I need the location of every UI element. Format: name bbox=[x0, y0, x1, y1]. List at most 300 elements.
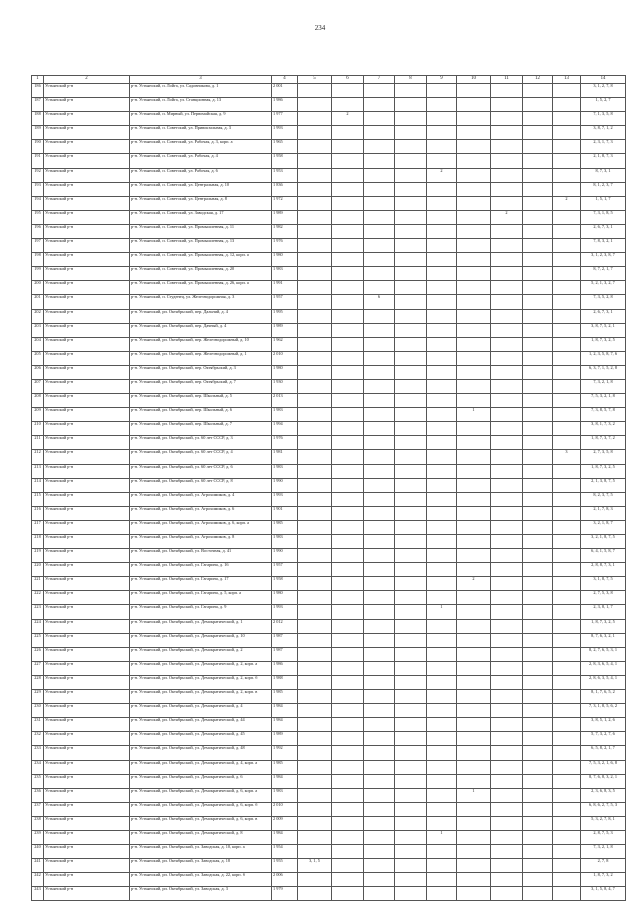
column-11-cell bbox=[491, 408, 523, 422]
work-codes-cell: 8, 7, 2, 1, 7 bbox=[581, 267, 626, 281]
column-9-cell bbox=[427, 210, 457, 224]
column-9-cell bbox=[427, 98, 457, 112]
year-cell: 1 986 bbox=[272, 661, 298, 675]
column-6-cell bbox=[332, 394, 364, 408]
column-9-cell bbox=[427, 577, 457, 591]
work-codes-cell: 3, 1, 2, 3, 8, 7 bbox=[581, 253, 626, 267]
address-cell: р-н. Устьянский, п. Лойга, ул. Садовникова, д. 1 bbox=[130, 84, 272, 98]
column-13-cell: 3 bbox=[553, 450, 581, 464]
column-13-cell: 2 bbox=[553, 196, 581, 210]
column-header: 8 bbox=[395, 76, 427, 84]
work-codes-cell: 3, 8, 7, 5, 2, 1 bbox=[581, 323, 626, 337]
column-5-cell bbox=[298, 168, 332, 182]
address-cell: р-н. Устьянский, рп. Октябрьский, ул. Демократический, д. 2, корп. в bbox=[130, 690, 272, 704]
row-number: 212 bbox=[32, 450, 44, 464]
column-9-cell bbox=[427, 478, 457, 492]
column-8-cell bbox=[395, 577, 427, 591]
column-13-cell bbox=[553, 619, 581, 633]
column-11-cell bbox=[491, 309, 523, 323]
column-12-cell bbox=[523, 718, 553, 732]
address-cell: р-н. Устьянский, рп. Октябрьский, ул. Гагарина, д. 9 bbox=[130, 605, 272, 619]
row-number: 202 bbox=[32, 309, 44, 323]
column-8-cell bbox=[395, 84, 427, 98]
column-header: 7 bbox=[364, 76, 395, 84]
column-10-cell bbox=[457, 182, 491, 196]
column-5-cell bbox=[298, 845, 332, 859]
column-13-cell bbox=[553, 140, 581, 154]
table-row bbox=[32, 492, 626, 506]
column-9-cell bbox=[427, 535, 457, 549]
row-number: 194 bbox=[32, 196, 44, 210]
column-13-cell bbox=[553, 816, 581, 830]
work-codes-cell: 3, 1, 2, 7, 8 bbox=[581, 84, 626, 98]
column-5-cell bbox=[298, 830, 332, 844]
column-13-cell bbox=[553, 365, 581, 379]
column-13-cell bbox=[553, 633, 581, 647]
column-5-cell bbox=[298, 464, 332, 478]
table-row bbox=[32, 365, 626, 379]
table-row bbox=[32, 520, 626, 534]
column-5-cell bbox=[298, 450, 332, 464]
district-cell: Устьянский р-н bbox=[44, 478, 130, 492]
district-cell: Устьянский р-н bbox=[44, 760, 130, 774]
column-12-cell bbox=[523, 788, 553, 802]
district-cell: Устьянский р-н bbox=[44, 140, 130, 154]
column-6-cell bbox=[332, 535, 364, 549]
column-8-cell bbox=[395, 690, 427, 704]
column-11-cell bbox=[491, 295, 523, 309]
row-number: 205 bbox=[32, 351, 44, 365]
column-8-cell bbox=[395, 478, 427, 492]
column-10-cell bbox=[457, 830, 491, 844]
year-cell: 1 987 bbox=[272, 633, 298, 647]
table-row bbox=[32, 830, 626, 844]
address-cell: р-н. Устьянский, рп. Октябрьский, ул. Демократический, д. 2 bbox=[130, 647, 272, 661]
column-6-cell bbox=[332, 492, 364, 506]
column-7-cell bbox=[364, 267, 395, 281]
column-11-cell bbox=[491, 98, 523, 112]
column-8-cell bbox=[395, 605, 427, 619]
row-number: 222 bbox=[32, 591, 44, 605]
column-5-cell: 3, 1, 5 bbox=[298, 859, 332, 873]
column-11-cell bbox=[491, 535, 523, 549]
column-10-cell bbox=[457, 379, 491, 393]
column-8-cell bbox=[395, 394, 427, 408]
column-11-cell bbox=[491, 830, 523, 844]
row-number: 217 bbox=[32, 520, 44, 534]
address-cell: р-н. Устьянский, рп. Октябрьский, пер. Школьный, д. 7 bbox=[130, 422, 272, 436]
column-7-cell bbox=[364, 704, 395, 718]
column-10-cell bbox=[457, 436, 491, 450]
column-9-cell bbox=[427, 464, 457, 478]
column-10-cell bbox=[457, 690, 491, 704]
table-row bbox=[32, 661, 626, 675]
column-11-cell bbox=[491, 647, 523, 661]
column-10-cell bbox=[457, 140, 491, 154]
column-5-cell bbox=[298, 84, 332, 98]
district-cell: Устьянский р-н bbox=[44, 365, 130, 379]
column-8-cell bbox=[395, 647, 427, 661]
column-5-cell bbox=[298, 802, 332, 816]
column-9-cell bbox=[427, 281, 457, 295]
district-cell: Устьянский р-н bbox=[44, 732, 130, 746]
column-8-cell bbox=[395, 506, 427, 520]
column-9-cell bbox=[427, 591, 457, 605]
column-9-cell bbox=[427, 647, 457, 661]
year-cell: 1 972 bbox=[272, 196, 298, 210]
column-10-cell bbox=[457, 154, 491, 168]
column-6-cell bbox=[332, 661, 364, 675]
column-12-cell bbox=[523, 253, 553, 267]
column-5-cell bbox=[298, 140, 332, 154]
column-6-cell bbox=[332, 126, 364, 140]
column-11-cell bbox=[491, 379, 523, 393]
column-9-cell bbox=[427, 788, 457, 802]
column-5-cell bbox=[298, 718, 332, 732]
table-row bbox=[32, 845, 626, 859]
column-12-cell bbox=[523, 887, 553, 901]
column-10-cell bbox=[457, 661, 491, 675]
column-6-cell bbox=[332, 647, 364, 661]
column-13-cell bbox=[553, 126, 581, 140]
column-11-cell bbox=[491, 224, 523, 238]
column-11-cell bbox=[491, 337, 523, 351]
column-10-cell bbox=[457, 267, 491, 281]
year-cell: 1 955 bbox=[272, 859, 298, 873]
column-7-cell bbox=[364, 492, 395, 506]
column-8-cell bbox=[395, 619, 427, 633]
column-9-cell bbox=[427, 408, 457, 422]
address-cell: р-н. Устьянский, п. Советский, ул. Рабочая, д. 3, корп. а bbox=[130, 140, 272, 154]
district-cell: Устьянский р-н bbox=[44, 845, 130, 859]
work-codes-cell: 8, 7, 6, 3, 2, 1 bbox=[581, 633, 626, 647]
row-number: 214 bbox=[32, 478, 44, 492]
column-7-cell bbox=[364, 478, 395, 492]
column-header: 10 bbox=[457, 76, 491, 84]
work-codes-cell: 8, 1, 2, 3, 7 bbox=[581, 182, 626, 196]
column-9-cell bbox=[427, 450, 457, 464]
column-5-cell bbox=[298, 351, 332, 365]
column-5-cell bbox=[298, 394, 332, 408]
column-7-cell bbox=[364, 112, 395, 126]
column-12-cell bbox=[523, 379, 553, 393]
year-cell: 1 983 bbox=[272, 464, 298, 478]
column-13-cell bbox=[553, 112, 581, 126]
column-8-cell bbox=[395, 224, 427, 238]
column-6-cell bbox=[332, 267, 364, 281]
year-cell: 2 009 bbox=[272, 816, 298, 830]
column-7-cell bbox=[364, 281, 395, 295]
column-7-cell bbox=[364, 690, 395, 704]
column-6-cell bbox=[332, 591, 364, 605]
column-12-cell bbox=[523, 394, 553, 408]
table-row bbox=[32, 295, 626, 309]
column-11-cell bbox=[491, 154, 523, 168]
column-11-cell bbox=[491, 774, 523, 788]
row-number: 201 bbox=[32, 295, 44, 309]
column-11-cell bbox=[491, 506, 523, 520]
year-cell: 1 984 bbox=[272, 718, 298, 732]
column-6-cell bbox=[332, 210, 364, 224]
address-cell: р-н. Устьянский, рп. Октябрьский, ул. Демократический, д. 4 bbox=[130, 704, 272, 718]
column-13-cell bbox=[553, 746, 581, 760]
column-12-cell bbox=[523, 661, 553, 675]
column-10-cell bbox=[457, 281, 491, 295]
column-8-cell bbox=[395, 436, 427, 450]
column-13-cell bbox=[553, 535, 581, 549]
column-9-cell bbox=[427, 365, 457, 379]
column-8-cell bbox=[395, 323, 427, 337]
column-5-cell bbox=[298, 760, 332, 774]
address-cell: р-н. Устьянский, рп. Октябрьский, ул. Демократический, д. 6, корп. б bbox=[130, 802, 272, 816]
column-9-cell bbox=[427, 873, 457, 887]
column-11-cell bbox=[491, 859, 523, 873]
column-11-cell bbox=[491, 802, 523, 816]
year-cell: 1 976 bbox=[272, 436, 298, 450]
district-cell: Устьянский р-н bbox=[44, 591, 130, 605]
page-number: 234 bbox=[314, 24, 326, 32]
column-8-cell bbox=[395, 450, 427, 464]
column-9-cell bbox=[427, 309, 457, 323]
column-header: 4 bbox=[272, 76, 298, 84]
column-6-cell bbox=[332, 718, 364, 732]
address-cell: р-н. Устьянский, п. Студенец, ул. Железнодорожная, д. 3 bbox=[130, 295, 272, 309]
column-6-cell bbox=[332, 408, 364, 422]
column-5-cell bbox=[298, 732, 332, 746]
column-8-cell bbox=[395, 830, 427, 844]
column-6-cell bbox=[332, 168, 364, 182]
column-9-cell bbox=[427, 84, 457, 98]
column-7-cell bbox=[364, 873, 395, 887]
column-12-cell bbox=[523, 704, 553, 718]
address-cell: р-н. Устьянский, п. Советский, ул. Заводская, д. 17 bbox=[130, 210, 272, 224]
row-number: 200 bbox=[32, 281, 44, 295]
column-12-cell bbox=[523, 605, 553, 619]
column-11-cell bbox=[491, 436, 523, 450]
year-cell: 1 965 bbox=[272, 140, 298, 154]
district-cell: Устьянский р-н bbox=[44, 253, 130, 267]
work-codes-cell: 2, 1, 7, 8, 3 bbox=[581, 506, 626, 520]
district-cell: Устьянский р-н bbox=[44, 112, 130, 126]
column-7-cell bbox=[364, 506, 395, 520]
address-cell: р-н. Устьянский, рп. Октябрьский, ул. 60 лет СССР, д. 4 bbox=[130, 450, 272, 464]
district-cell: Устьянский р-н bbox=[44, 830, 130, 844]
column-8-cell bbox=[395, 520, 427, 534]
column-7-cell bbox=[364, 394, 395, 408]
column-7-cell bbox=[364, 535, 395, 549]
column-11-cell bbox=[491, 549, 523, 563]
column-13-cell bbox=[553, 802, 581, 816]
row-number: 229 bbox=[32, 690, 44, 704]
column-7-cell bbox=[364, 591, 395, 605]
column-5-cell bbox=[298, 154, 332, 168]
table-body bbox=[32, 84, 626, 901]
column-9-cell bbox=[427, 253, 457, 267]
column-12-cell bbox=[523, 464, 553, 478]
column-13-cell bbox=[553, 84, 581, 98]
address-cell: р-н. Устьянский, рп. Октябрьский, ул. Гагарина, д. 16 bbox=[130, 563, 272, 577]
row-number: 227 bbox=[32, 661, 44, 675]
district-cell: Устьянский р-н bbox=[44, 661, 130, 675]
column-12-cell bbox=[523, 337, 553, 351]
column-header: 11 bbox=[491, 76, 523, 84]
column-9-cell bbox=[427, 394, 457, 408]
table-row bbox=[32, 549, 626, 563]
row-number: 195 bbox=[32, 210, 44, 224]
column-6-cell bbox=[332, 140, 364, 154]
district-cell: Устьянский р-н bbox=[44, 239, 130, 253]
column-9-cell: 1 bbox=[427, 605, 457, 619]
district-cell: Устьянский р-н bbox=[44, 436, 130, 450]
column-header: 9 bbox=[427, 76, 457, 84]
column-6-cell bbox=[332, 154, 364, 168]
column-13-cell bbox=[553, 492, 581, 506]
year-cell: 1 958 bbox=[272, 154, 298, 168]
column-12-cell bbox=[523, 168, 553, 182]
work-codes-cell: 2, 3, 1, 7, 3 bbox=[581, 140, 626, 154]
column-12-cell bbox=[523, 577, 553, 591]
column-8-cell bbox=[395, 309, 427, 323]
work-codes-cell: 1, 8, 7, 3, 2, 5 bbox=[581, 337, 626, 351]
column-11-cell bbox=[491, 746, 523, 760]
column-11-cell bbox=[491, 605, 523, 619]
year-cell: 1 984 bbox=[272, 704, 298, 718]
column-10-cell bbox=[457, 239, 491, 253]
column-7-cell: 6 bbox=[364, 295, 395, 309]
column-9-cell bbox=[427, 718, 457, 732]
address-cell: р-н. Устьянский, рп. Октябрьский, ул. Демократический, д. 1 bbox=[130, 619, 272, 633]
column-6-cell bbox=[332, 253, 364, 267]
table-row bbox=[32, 675, 626, 689]
column-10-cell bbox=[457, 309, 491, 323]
address-cell: р-н. Устьянский, п. Советский, ул. Рабочая, д. 6 bbox=[130, 168, 272, 182]
column-header: 2 bbox=[44, 76, 130, 84]
work-codes-cell: 2, 3, 6, 8, 3, 5 bbox=[581, 788, 626, 802]
work-codes-cell: 2, 8, 3, 6, 5, 4, 1 bbox=[581, 661, 626, 675]
table-row bbox=[32, 239, 626, 253]
column-12-cell bbox=[523, 774, 553, 788]
column-13-cell bbox=[553, 591, 581, 605]
column-11-cell bbox=[491, 520, 523, 534]
district-cell: Устьянский р-н bbox=[44, 549, 130, 563]
year-cell: 1 993 bbox=[272, 492, 298, 506]
column-6-cell bbox=[332, 605, 364, 619]
work-codes-cell: 1, 8, 7, 3, 2, 5 bbox=[581, 464, 626, 478]
column-11-cell bbox=[491, 450, 523, 464]
column-8-cell bbox=[395, 535, 427, 549]
column-8-cell bbox=[395, 365, 427, 379]
column-7-cell bbox=[364, 661, 395, 675]
column-11-cell bbox=[491, 126, 523, 140]
work-codes-cell: 2, 8, 7, 5, 3 bbox=[581, 830, 626, 844]
column-11-cell bbox=[491, 422, 523, 436]
column-7-cell bbox=[364, 563, 395, 577]
district-cell: Устьянский р-н bbox=[44, 422, 130, 436]
address-cell: р-н. Устьянский, рп. Октябрьский, ул. Восточная, д. 41 bbox=[130, 549, 272, 563]
column-5-cell bbox=[298, 746, 332, 760]
column-8-cell bbox=[395, 718, 427, 732]
column-7-cell bbox=[364, 379, 395, 393]
district-cell: Устьянский р-н bbox=[44, 84, 130, 98]
district-cell: Устьянский р-н bbox=[44, 746, 130, 760]
district-cell: Устьянский р-н bbox=[44, 647, 130, 661]
address-cell: р-н. Устьянский, рп. Октябрьский, ул. Агрохимиков, д. 6 bbox=[130, 506, 272, 520]
year-cell: 1 983 bbox=[272, 408, 298, 422]
column-12-cell bbox=[523, 675, 553, 689]
column-10-cell bbox=[457, 647, 491, 661]
column-9-cell bbox=[427, 224, 457, 238]
row-number: 226 bbox=[32, 647, 44, 661]
column-12-cell bbox=[523, 633, 553, 647]
address-cell: р-н. Устьянский, рп. Октябрьский, ул. Демократический, д. 4, корп. а bbox=[130, 760, 272, 774]
column-5-cell bbox=[298, 365, 332, 379]
column-12-cell bbox=[523, 224, 553, 238]
column-9-cell bbox=[427, 732, 457, 746]
column-6-cell bbox=[332, 422, 364, 436]
column-11-cell bbox=[491, 873, 523, 887]
column-9-cell bbox=[427, 196, 457, 210]
table-row bbox=[32, 506, 626, 520]
district-cell: Устьянский р-н bbox=[44, 492, 130, 506]
column-5-cell bbox=[298, 704, 332, 718]
work-codes-cell: 5, 2, 1, 3, 2, 7 bbox=[581, 281, 626, 295]
column-5-cell bbox=[298, 661, 332, 675]
table-row bbox=[32, 478, 626, 492]
year-cell: 1 977 bbox=[272, 112, 298, 126]
housing-register-table bbox=[31, 75, 626, 901]
year-cell: 1 981 bbox=[272, 450, 298, 464]
column-7-cell bbox=[364, 732, 395, 746]
column-5-cell bbox=[298, 591, 332, 605]
column-11-cell bbox=[491, 887, 523, 901]
table-row bbox=[32, 802, 626, 816]
district-cell: Устьянский р-н bbox=[44, 788, 130, 802]
column-5-cell bbox=[298, 605, 332, 619]
column-5-cell bbox=[298, 535, 332, 549]
work-codes-cell: 6, 8, 6, 2, 7, 5, 3 bbox=[581, 802, 626, 816]
column-9-cell bbox=[427, 351, 457, 365]
work-codes-cell: 3, 1, 8, 7, 5 bbox=[581, 577, 626, 591]
column-11-cell bbox=[491, 323, 523, 337]
column-7-cell bbox=[364, 816, 395, 830]
row-number: 189 bbox=[32, 126, 44, 140]
row-number: 232 bbox=[32, 732, 44, 746]
column-11-cell bbox=[491, 788, 523, 802]
column-5-cell bbox=[298, 112, 332, 126]
column-7-cell bbox=[364, 337, 395, 351]
table-row bbox=[32, 84, 626, 98]
year-cell: 1 986 bbox=[272, 98, 298, 112]
column-10-cell bbox=[457, 126, 491, 140]
column-7-cell bbox=[364, 196, 395, 210]
row-number: 211 bbox=[32, 436, 44, 450]
column-11-cell bbox=[491, 365, 523, 379]
table-row bbox=[32, 267, 626, 281]
column-8-cell bbox=[395, 887, 427, 901]
district-cell: Устьянский р-н bbox=[44, 450, 130, 464]
column-11-cell bbox=[491, 281, 523, 295]
work-codes-cell: 3, 8, 7, 1, 2 bbox=[581, 126, 626, 140]
row-number: 240 bbox=[32, 845, 44, 859]
column-7-cell bbox=[364, 239, 395, 253]
column-5-cell bbox=[298, 478, 332, 492]
column-9-cell bbox=[427, 323, 457, 337]
column-11-cell bbox=[491, 563, 523, 577]
district-cell: Устьянский р-н bbox=[44, 267, 130, 281]
column-13-cell bbox=[553, 422, 581, 436]
district-cell: Устьянский р-н bbox=[44, 577, 130, 591]
column-6-cell bbox=[332, 450, 364, 464]
